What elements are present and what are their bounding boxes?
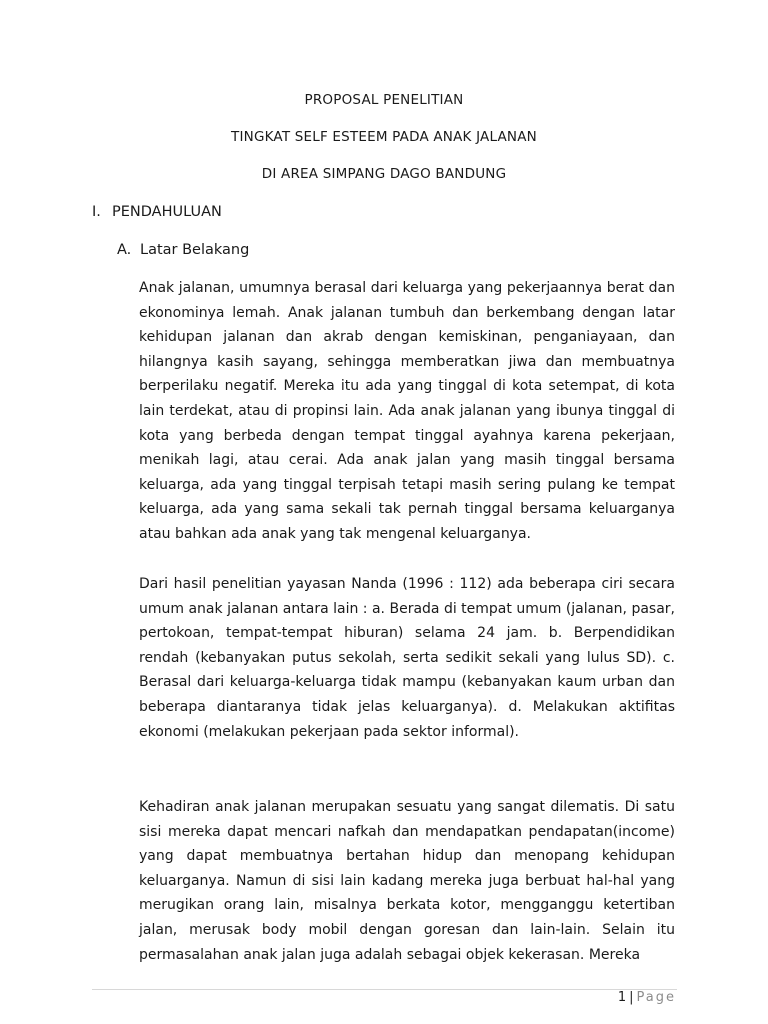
subsection-number: A.	[117, 242, 132, 258]
title-line-1: PROPOSAL PENELITIAN	[304, 92, 464, 108]
paragraph-3: Kehadiran anak jalanan merupakan sesuatu yang sangat dilematis. Di satu sisi mereka dapat mencari nafkah dan mendapatkan pendapatan(income) yang dapat membuatnya bertahan hidup dan menopang kehidupan keluarganya. Namun di sisi lain kadang mereka juga berbuat hal-hal yang merugikan orang lain, misalnya berkata kotor, mengganggu ketertiban jalan, merusak body mobil dengan goresan dan lain-lain. Selain itu permasalahan anak jalan juga adalah sebagai objek kekerasan. Mereka	[139, 799, 675, 963]
page-footer	[618, 990, 676, 1005]
section-number: I.	[92, 204, 101, 220]
title-line-2: TINGKAT SELF ESTEEM PADA ANAK JALANAN	[231, 129, 537, 145]
footer-divider	[92, 989, 677, 990]
paragraph-1: Anak jalanan, umumnya berasal dari keluarga yang pekerjaannya berat dan ekonominya lemah. Anak jalanan tumbuh dan berkembang dengan latar kehidupan jalanan dan akrab dengan kemiskinan, penganiayaan, dan hilangnya kasih sayang, sehingga memberatkan jiwa dan membuatnya berperilaku negatif. Mereka itu ada yang tinggal di kota setempat, di kota lain terdekat, atau di propinsi lain. Ada anak jalanan yang ibunya tinggal di kota yang berbeda dengan tempat tinggal ayahnya karena pekerjaan, menikah lagi, atau cerai. Ada anak jalan yang masih tinggal bersama keluarga, ada yang tinggal terpisah tetapi masih sering pulang ke tempat keluarga, ada yang sama sekali tak pernah tinggal bersama keluarganya atau bahkan ada anak yang tak mengenal keluarganya.	[139, 280, 675, 542]
section-label: PENDAHULUAN	[112, 204, 222, 220]
section-heading	[92, 204, 222, 220]
page-label: Page	[636, 990, 676, 1005]
subsection-label: Latar Belakang	[140, 242, 250, 258]
page-number: 1	[617, 990, 627, 1005]
footer-separator: |	[629, 990, 634, 1005]
title-line-3: DI AREA SIMPANG DAGO BANDUNG	[261, 166, 507, 182]
paragraph-2: Dari hasil penelitian yayasan Nanda (1996 : 112) ada beberapa ciri secara umum anak jalanan antara lain : a. Berada di tempat umum (jalanan, pasar, pertokoan, tempat-tempat hiburan) selama 24 jam. b. Berpendidikan rendah (kebanyakan putus sekolah, serta sedikit sekali yang lulus SD). c. Berasal dari keluarga-keluarga tidak mampu (kebanyakan kaum urban dan beberapa diantaranya tidak jelas keluarganya). d. Melakukan aktifitas ekonomi (melakukan pekerjaan pada sektor informal).	[139, 576, 675, 740]
subsection-heading	[117, 242, 249, 258]
